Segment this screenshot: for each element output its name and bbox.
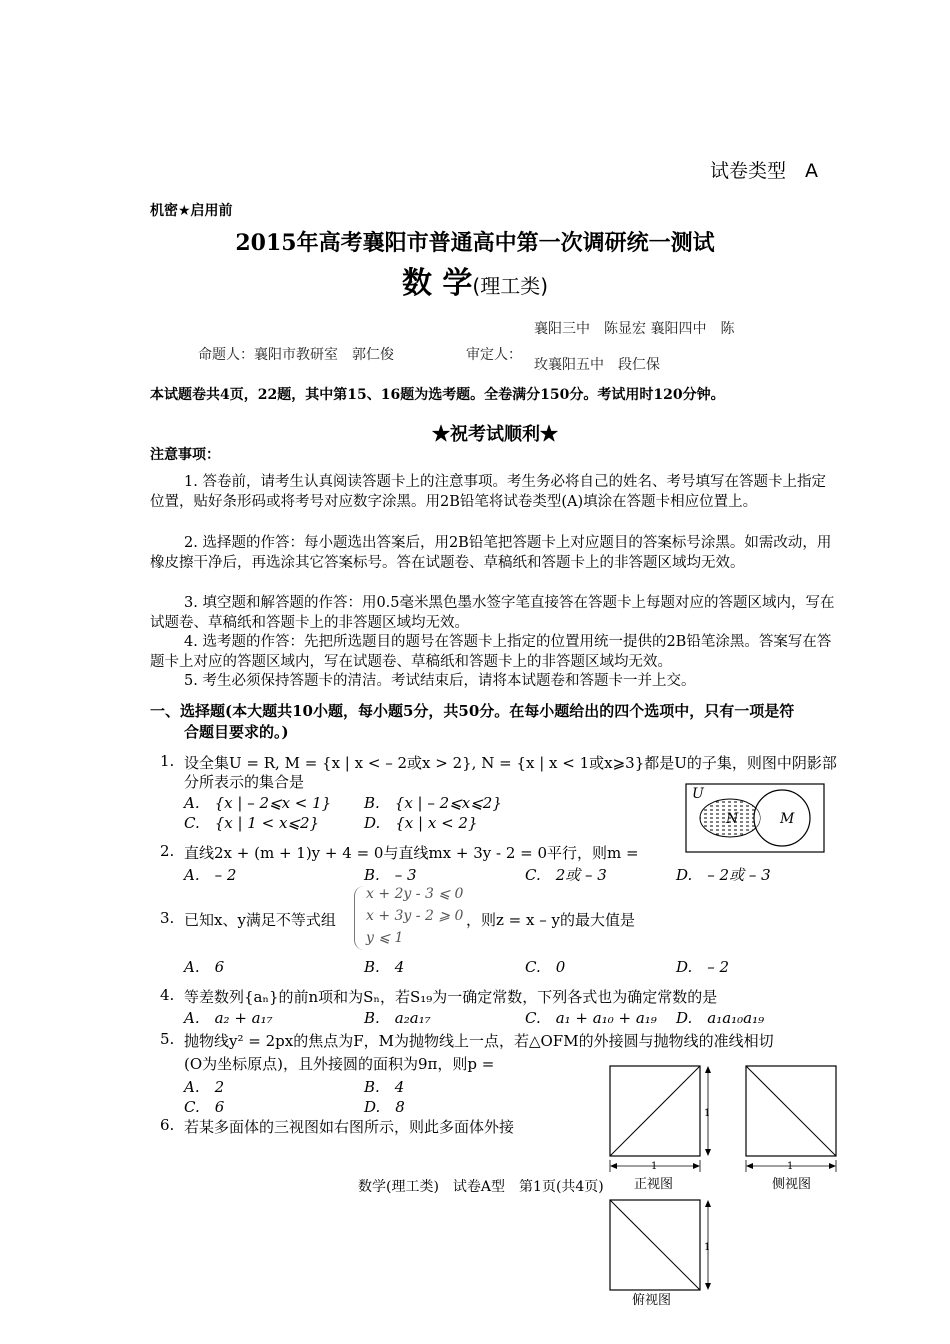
label-u: U: [692, 786, 704, 802]
section-heading: 一、选择题(本大题共10小题，每小题5分，共50分。在每小题给出的四个选项中，只有一项是符: [150, 702, 795, 720]
inequality-2: x + 3y - 2 ⩾ 0: [366, 908, 464, 924]
authors-line-bottom: 玫襄阳五中 段仁保: [534, 357, 660, 373]
front-view-figure: [604, 1060, 726, 1196]
question-stem: 设全集U = R, M = {x | x < – 2或x > 2}, N = {x | x < 1或x⩾3}都是U的子集，则图中阴影部: [184, 754, 837, 772]
question-stem: 等差数列{aₙ}的前n项和为Sₙ，若S₁₉为一确定常数，下列各式也为确定常数的是: [184, 988, 718, 1006]
side-width-dim: 1: [787, 1161, 794, 1172]
top-view-label: 俯视图: [632, 1293, 672, 1308]
question-stem-cont: ，则z = x – y的最大值是: [466, 911, 635, 929]
option-b: B. 4: [364, 1078, 405, 1096]
option-b: B. {x | – 2⩽x⩽2}: [364, 794, 502, 812]
option-b: B. 4: [364, 958, 405, 976]
question-number: 5.: [160, 1030, 175, 1048]
notice-title: 注意事项：: [150, 447, 220, 463]
top-view-figure: [604, 1196, 726, 1314]
page-footer: 数学(理工类) 试卷A型 第1页(共4页): [358, 1179, 604, 1195]
venn-diagram: [680, 780, 830, 856]
question-stem: 抛物线y² = 2px的焦点为F，M为抛物线上一点，若△OFM的外接圆与抛物线的准线相切: [184, 1032, 774, 1050]
question-stem: 已知x、y满足不等式组: [184, 911, 336, 929]
reviewer-label: 审定人：: [466, 347, 522, 363]
option-c: C. 6: [184, 1098, 225, 1116]
notice-item: 4. 选考题的作答：先把所选题目的题号在答题卡上指定的位置用统一提供的2B铅笔涂黑。答案写在答题卡上对应的答题区域内，写在试题卷、草稿纸和答题卡上的非答题区域均无效。: [150, 634, 832, 670]
side-view-label: 侧视图: [772, 1177, 812, 1192]
option-d: D. {x | x < 2}: [364, 814, 478, 832]
side-view-figure: [740, 1060, 844, 1196]
question-stem: 若某多面体的三视图如右图所示，则此多面体外接: [184, 1118, 515, 1136]
subject-title: [0, 258, 950, 302]
option-b: B. – 3: [364, 866, 417, 884]
option-d: D. 8: [364, 1098, 405, 1116]
confidential-label: 机密★启用前: [150, 203, 233, 219]
question-number: 4.: [160, 986, 175, 1004]
option-d: D. a₁a₁₀a₁₉: [676, 1009, 765, 1027]
notice-item: 3. 填空题和解答题的作答：用0.5毫米黑色墨水签字笔直接答在答题卡上每题对应的答题区域内，写在试题卷、草稿纸和答题卡上的非答题区域均无效。: [150, 595, 835, 631]
option-a: A. – 2: [184, 866, 237, 884]
label-n: N: [726, 811, 739, 827]
question-stem-cont: 分所表示的集合是: [184, 773, 305, 791]
authors-line-top: 襄阳三中 陈显宏 襄阳四中 陈: [534, 321, 735, 337]
option-b: B. a₂a₁₇: [364, 1009, 431, 1027]
front-height-dim: 1: [704, 1108, 711, 1119]
option-c: C. 2或 – 3: [525, 866, 607, 884]
option-d: D. – 2: [676, 958, 730, 976]
notice-item: 5. 考生必须保持答题卡的清洁。考试结束后，请将本试题卷和答题卡一并上交。: [184, 673, 696, 689]
subject-name: 数 学: [401, 266, 473, 301]
system-brace: [354, 886, 365, 950]
question-number: 2.: [160, 842, 175, 860]
section-heading-cont: 合题目要求的。): [184, 723, 289, 741]
option-a: A. {x | – 2⩽x < 1}: [184, 794, 332, 812]
exam-info: 本试题卷共4页，22题，其中第15、16题为选考题。全卷满分150分。考试用时120分钟。: [150, 387, 725, 403]
notice-item: 2. 选择题的作答：每小题选出答案后，用2B铅笔把答题卡上对应题目的答案标号涂黑。如需改动，用橡皮擦干净后，再选涂其它答案标号。答在试题卷、草稿纸和答题卡上的非答题区域均无效。: [150, 535, 832, 571]
inequality-3: y ⩽ 1: [366, 930, 404, 946]
inequality-1: x + 2y - 3 ⩽ 0: [366, 886, 464, 902]
option-a: A. 2: [184, 1078, 225, 1096]
option-c: C. a₁ + a₁₀ + a₁₉: [525, 1009, 657, 1027]
option-d: D. – 2或 – 3: [676, 866, 771, 884]
subject-suffix: (理工类): [472, 274, 549, 298]
option-c: C. {x | 1 < x⩽2}: [184, 814, 320, 832]
question-stem: 直线2x + (m + 1)y + 4 = 0与直线mx + 3y - 2 = 0平行，则m =: [184, 844, 639, 862]
exam-title: 2015年高考襄阳市普通高中第一次调研统一测试: [235, 230, 715, 256]
top-height-dim: 1: [704, 1242, 711, 1253]
front-width-dim: 1: [651, 1161, 658, 1172]
question-number: 3.: [160, 909, 175, 927]
label-m: M: [780, 811, 795, 827]
paper-type: 试卷类型 A: [710, 160, 818, 182]
good-luck: ★祝考试顺利★: [432, 424, 558, 445]
option-a: A. a₂ + a₁₇: [184, 1009, 273, 1027]
notice-item: 1. 答卷前，请考生认真阅读答题卡上的注意事项。考生务必将自己的姓名、考号填写在答题卡上指定位置，贴好条形码或将考号对应数字涂黑。用2B铅笔将试卷类型(A)填涂在答题卡相应位置上。: [150, 474, 826, 510]
proposer: 命题人：襄阳市教研室 郭仁俊: [198, 347, 394, 363]
question-number: 6.: [160, 1116, 175, 1134]
option-c: C. 0: [525, 958, 566, 976]
option-a: A. 6: [184, 958, 225, 976]
question-stem-cont: (O为坐标原点)，且外接圆的面积为9π，则p =: [184, 1055, 495, 1073]
question-number: 1.: [160, 752, 175, 770]
front-view-label: 正视图: [634, 1177, 674, 1192]
